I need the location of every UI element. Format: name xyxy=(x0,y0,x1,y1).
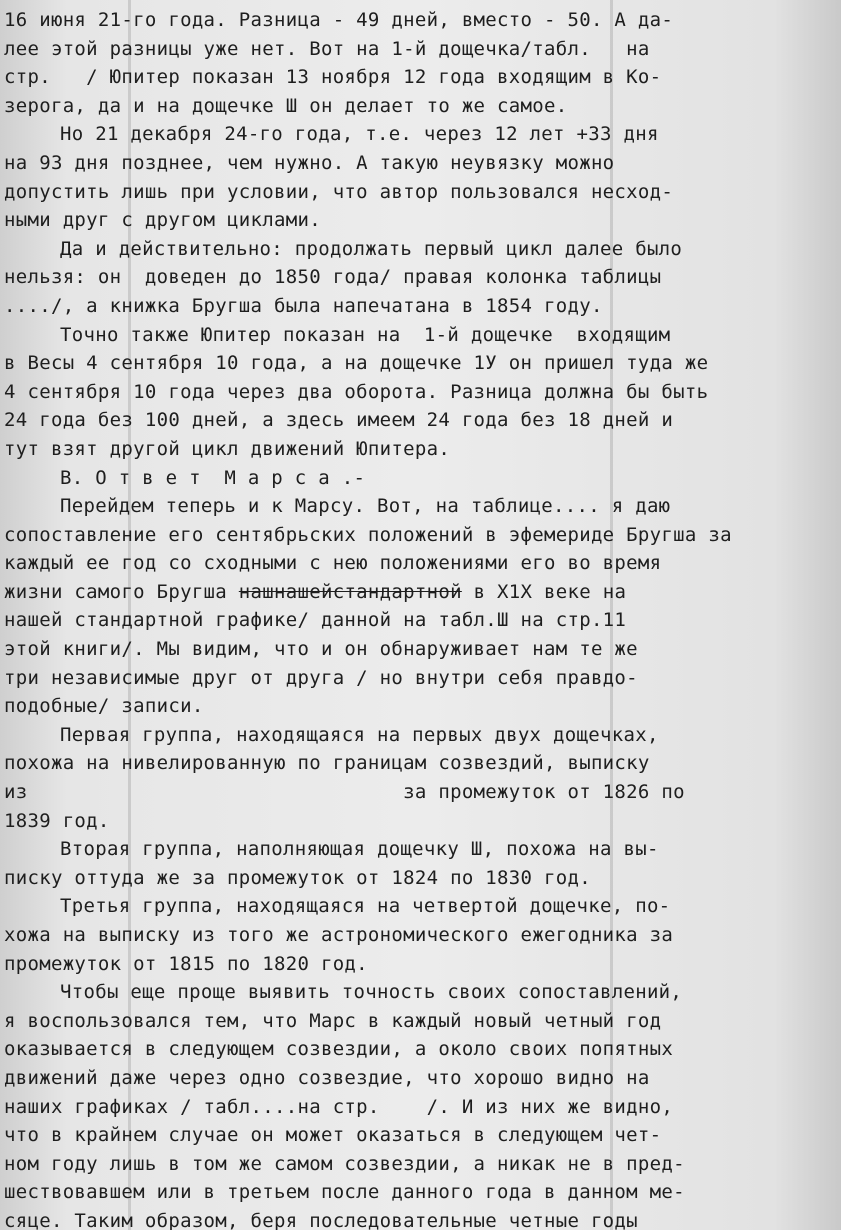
line-text: хожа на выписку из того же астрономического ежегодника за xyxy=(4,924,674,946)
text-line xyxy=(4,892,839,921)
line-text: лее этой разницы уже нет. Вот на 1-й дощечка/табл. на xyxy=(4,37,650,60)
text-line xyxy=(4,435,839,464)
text-line xyxy=(4,92,839,121)
text-line xyxy=(4,807,839,836)
text-line xyxy=(4,578,839,607)
line-text: стр. / Юпитер показан 13 ноября 12 года входящим в Ко- xyxy=(4,66,662,89)
text-line xyxy=(4,521,839,550)
line-text: В. О т в е т М а р с а .- xyxy=(60,466,366,489)
line-text: движений даже через одно созвездие, что хорошо видно на xyxy=(4,1066,650,1089)
line-text: нашей стандартной графике/ данной на табл.Ш на стр.11 xyxy=(4,609,627,632)
text-line xyxy=(4,120,839,149)
struck-text: нашнашейстандартной xyxy=(238,580,462,603)
line-text: ном году лишь в том же самом созвездии, а никак не в пред- xyxy=(4,1152,685,1175)
line-text: Вторая группа, наполняющая дощечку Ш, похожа на вы- xyxy=(60,838,659,861)
text-line xyxy=(4,1064,839,1093)
text-line xyxy=(4,549,839,578)
text-line xyxy=(4,1178,839,1207)
text-line xyxy=(4,606,839,635)
line-text: ными друг с другом циклами. xyxy=(4,209,321,232)
line-text: каждый ее год со сходными с нею положениями его во время xyxy=(4,552,662,575)
text-line xyxy=(4,978,839,1007)
line-text: шествовавшем или в третьем после данного года в данном ме- xyxy=(4,1181,685,1204)
line-text: похожа на нивелированную по границам созвездий, выписку xyxy=(4,752,650,775)
text-line xyxy=(4,235,839,264)
text-line xyxy=(4,292,839,321)
text-line xyxy=(4,692,839,721)
line-text: Перейдем теперь и к Марсу. Вот, на таблице.... я даю xyxy=(60,495,671,518)
line-text: Третья группа, находящаяся на четвертой дощечке, по- xyxy=(60,895,671,918)
line-text: три независимые друг от друга / но внутри себя правдо- xyxy=(4,666,638,689)
line-text: 4 сентября 10 года через два оборота. Разница должна бы быть xyxy=(4,380,709,403)
line-text-continued: в Х1Х веке на xyxy=(461,580,627,603)
text-line xyxy=(4,950,839,979)
line-text: оказывается в следующем созвездии, а около своих попятных xyxy=(4,1038,674,1061)
text-line xyxy=(4,321,839,350)
line-text: Но 21 декабря 24-го года, т.е. через 12 лет +33 дня xyxy=(60,123,659,146)
line-text: 24 года без 100 дней, а здесь имеем 24 года без 18 дней и xyxy=(4,409,674,432)
text-line xyxy=(4,6,839,35)
line-text: на 93 дня позднее, чем нужно. А такую неувязку можно xyxy=(4,151,615,174)
line-text: зерога, да и на дощечке Ш он делает то же самое. xyxy=(4,94,568,117)
text-line xyxy=(4,1150,839,1179)
text-line xyxy=(4,464,839,493)
line-text: тут взят другой цикл движений Юпитера. xyxy=(4,437,451,460)
text-line xyxy=(4,921,839,950)
line-text: из за промежуток от 1826 по xyxy=(4,781,685,804)
line-text: писку оттуда же за промежуток от 1824 по 1830 год. xyxy=(4,866,591,889)
line-text: наших графиках / табл....на стр. /. И из них же видно, xyxy=(4,1095,674,1118)
line-text: нельзя: он доведен до 1850 года/ правая колонка таблицы xyxy=(4,266,662,289)
line-text: сопоставление его сентябрьских положений в эфемериде Бругша за xyxy=(4,523,732,546)
text-line xyxy=(4,1093,839,1122)
line-text: я воспользовался тем, что Марс в каждый новый четный год xyxy=(4,1009,662,1032)
line-text: этой книги/. Мы видим, что и он обнаруживает нам те же xyxy=(4,638,638,661)
text-line xyxy=(4,635,839,664)
text-line xyxy=(4,1035,839,1064)
line-text: Чтобы еще проще выявить точность своих сопоставлений, xyxy=(60,981,683,1004)
text-line xyxy=(4,835,839,864)
text-line xyxy=(4,149,839,178)
text-line xyxy=(4,492,839,521)
text-line xyxy=(4,664,839,693)
line-text: Точно также Юпитер показан на 1-й дощечке входящим xyxy=(60,323,671,346)
text-line xyxy=(4,378,839,407)
line-text: 16 июня 21-го года. Разница - 49 дней, вместо - 50. А да- xyxy=(4,9,674,31)
line-text: в Весы 4 сентября 10 года, а на дощечке 1У он пришел туда же xyxy=(4,352,709,375)
line-text: что в крайнем случае он может оказаться в следующем чет- xyxy=(4,1124,662,1147)
line-text: жизни самого Бругша xyxy=(4,580,228,603)
text-line xyxy=(4,1207,839,1230)
line-text: промежуток от 1815 по 1820 год. xyxy=(4,952,368,975)
text-line xyxy=(4,206,839,235)
document-body xyxy=(4,6,839,1230)
line-text: подобные/ записи. xyxy=(4,695,204,718)
text-line xyxy=(4,178,839,207)
line-text: допустить лишь при условии, что автор пользовался несход- xyxy=(4,180,674,203)
line-text: ..../, а книжка Бругша была напечатана в 1854 году. xyxy=(4,294,603,317)
line-text: Да и действительно: продолжать первый цикл далее было xyxy=(60,237,683,260)
line-text: сяце. Таким образом, беря последовательные четные годы xyxy=(4,1209,638,1230)
line-text: 1839 год. xyxy=(4,809,110,832)
text-line xyxy=(4,1121,839,1150)
text-line xyxy=(4,778,839,807)
text-line xyxy=(4,349,839,378)
text-line xyxy=(4,63,839,92)
line-text: Первая группа, находящаяся на первых двух дощечках, xyxy=(60,723,659,746)
text-line xyxy=(4,406,839,435)
text-line xyxy=(4,35,839,64)
text-line xyxy=(4,864,839,893)
text-line xyxy=(4,263,839,292)
text-line xyxy=(4,1007,839,1036)
text-line xyxy=(4,749,839,778)
text-line xyxy=(4,721,839,750)
